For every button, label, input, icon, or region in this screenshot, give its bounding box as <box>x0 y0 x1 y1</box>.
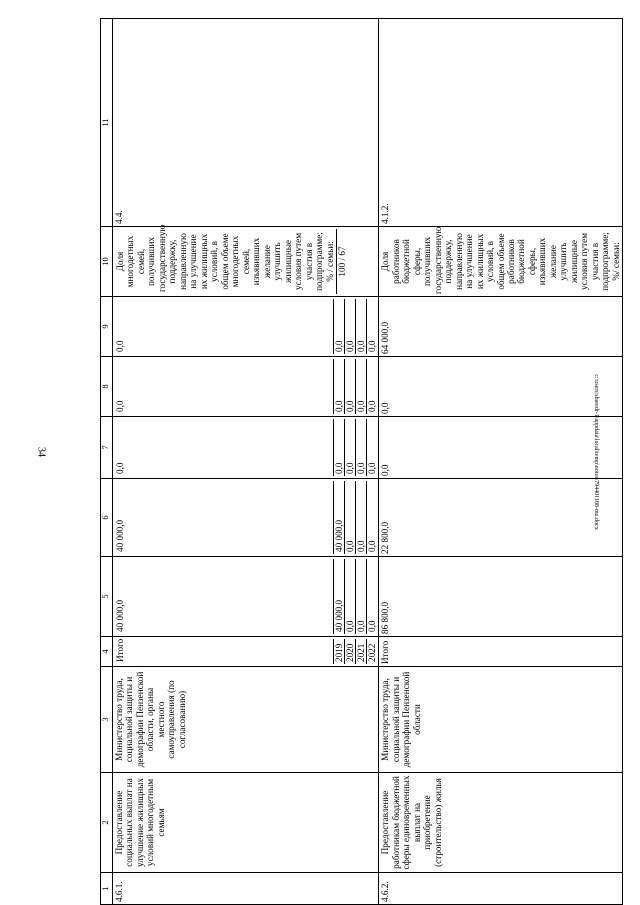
footer-file-path: c:\users\sharedr-1\appdata\local\temp\notes\794401188-mu.docx <box>593 374 599 530</box>
total-label: Итого <box>115 638 125 662</box>
col-num-4: 4 <box>101 637 113 667</box>
year-value: 0,0 <box>333 359 344 414</box>
goal-ref: 4.1.2. <box>379 19 623 227</box>
executor: Министерство труда, социальной защиты и демографии Пензенской области <box>379 667 623 773</box>
total-value: 86 800,0 <box>379 557 623 637</box>
value-col-9 <box>113 297 379 357</box>
year-value: 0,0 <box>333 299 344 354</box>
year-value: 0,0 <box>366 419 377 476</box>
year-value: 0,0 <box>366 299 377 354</box>
total-value: 0,0 <box>379 417 623 479</box>
col-num-9: 9 <box>101 297 113 357</box>
measure-name: Предоставление работникам бюджетной сферы единовременных выплат на приобретение (строительство) жилья <box>379 773 623 873</box>
col-num-3: 3 <box>101 667 113 773</box>
col-num-2: 2 <box>101 773 113 873</box>
year-value: 0,0 <box>344 359 355 414</box>
year-value: 40 000,0 <box>333 559 344 634</box>
year-label: 2019 <box>333 639 344 664</box>
year-value: 0,0 <box>366 481 377 554</box>
col-num-8: 8 <box>101 357 113 417</box>
year-value: 0,0 <box>355 559 366 634</box>
value-col-8 <box>113 357 379 417</box>
value-col-7 <box>113 417 379 479</box>
col-num-6: 6 <box>101 479 113 557</box>
col-num-5: 5 <box>101 557 113 637</box>
year-label: 2020 <box>344 639 355 664</box>
year-label: 2022 <box>366 639 377 664</box>
value-col-6 <box>113 479 379 557</box>
indicator-text: Доля многодетных семей, получивших государственную поддержку, направленную на улучшение их жилищных условий, в общем объеме многодетных семей, изъявивших желание улучшить жилищные условия путем участия в подпрограмме; % / семьи: <box>115 224 335 292</box>
goal-ref: 4.4. <box>113 19 379 227</box>
col-num-1: 1 <box>101 873 113 905</box>
program-measures-table <box>100 18 623 905</box>
row-number: 4.6.2. <box>379 873 623 905</box>
page-number: 34 <box>35 447 47 457</box>
total-value: 0,0 <box>115 340 125 352</box>
year-value: 0,0 <box>333 419 344 476</box>
year-value: 0,0 <box>344 481 355 554</box>
year-value: 40 000,0 <box>333 481 344 554</box>
total-value: 22 800,0 <box>379 479 623 557</box>
total-value: 40 000,0 <box>115 599 125 632</box>
col-num-11: 11 <box>101 19 113 227</box>
year-value: 0,0 <box>355 419 366 476</box>
year-value: 0,0 <box>344 419 355 476</box>
total-value: 40 000,0 <box>115 519 125 552</box>
year-value: 0,0 <box>355 481 366 554</box>
total-label: Итого <box>379 637 623 667</box>
column-number-row <box>101 19 113 905</box>
col-num-10: 10 <box>101 227 113 297</box>
row-number: 4.6.1. <box>113 873 379 905</box>
year-value: 0,0 <box>344 559 355 634</box>
indicator-cell <box>113 224 379 297</box>
measure-name: Предоставление социальных выплат на улучшение жилищных условий многодетным семьям <box>113 773 379 873</box>
executor: Министерство труда, социальной защиты и демографии Пензенской области, органы местного самоуправления (по согласованию) <box>113 667 379 773</box>
year-value: 0,0 <box>366 559 377 634</box>
year-value: 0,0 <box>355 299 366 354</box>
table-row-4-6-2 <box>379 19 623 905</box>
year-value: 0,0 <box>366 359 377 414</box>
indicator-text: Доля работников бюджетной сферы, получивших государственную поддержку, направленную на улучшение их жилищных условий, в общем объеме работников бюджетной сферы, изъявивших желание улучшить жилищные условия путем участия в подпрограмме; %/ семьи: <box>379 227 623 297</box>
source-cell <box>113 637 379 667</box>
col-num-7: 7 <box>101 417 113 479</box>
total-value: 64 000,0 <box>379 297 623 357</box>
indicator-value: 100 / 67 <box>336 229 377 294</box>
table-row-4-6-1 <box>113 19 379 905</box>
year-value: 0,0 <box>344 299 355 354</box>
year-value: 0,0 <box>355 359 366 414</box>
total-value: 0,0 <box>115 400 125 412</box>
total-value: 0,0 <box>115 462 125 474</box>
total-value: 0,0 <box>379 357 623 417</box>
year-label: 2021 <box>355 639 366 664</box>
value-col-5 <box>113 557 379 637</box>
